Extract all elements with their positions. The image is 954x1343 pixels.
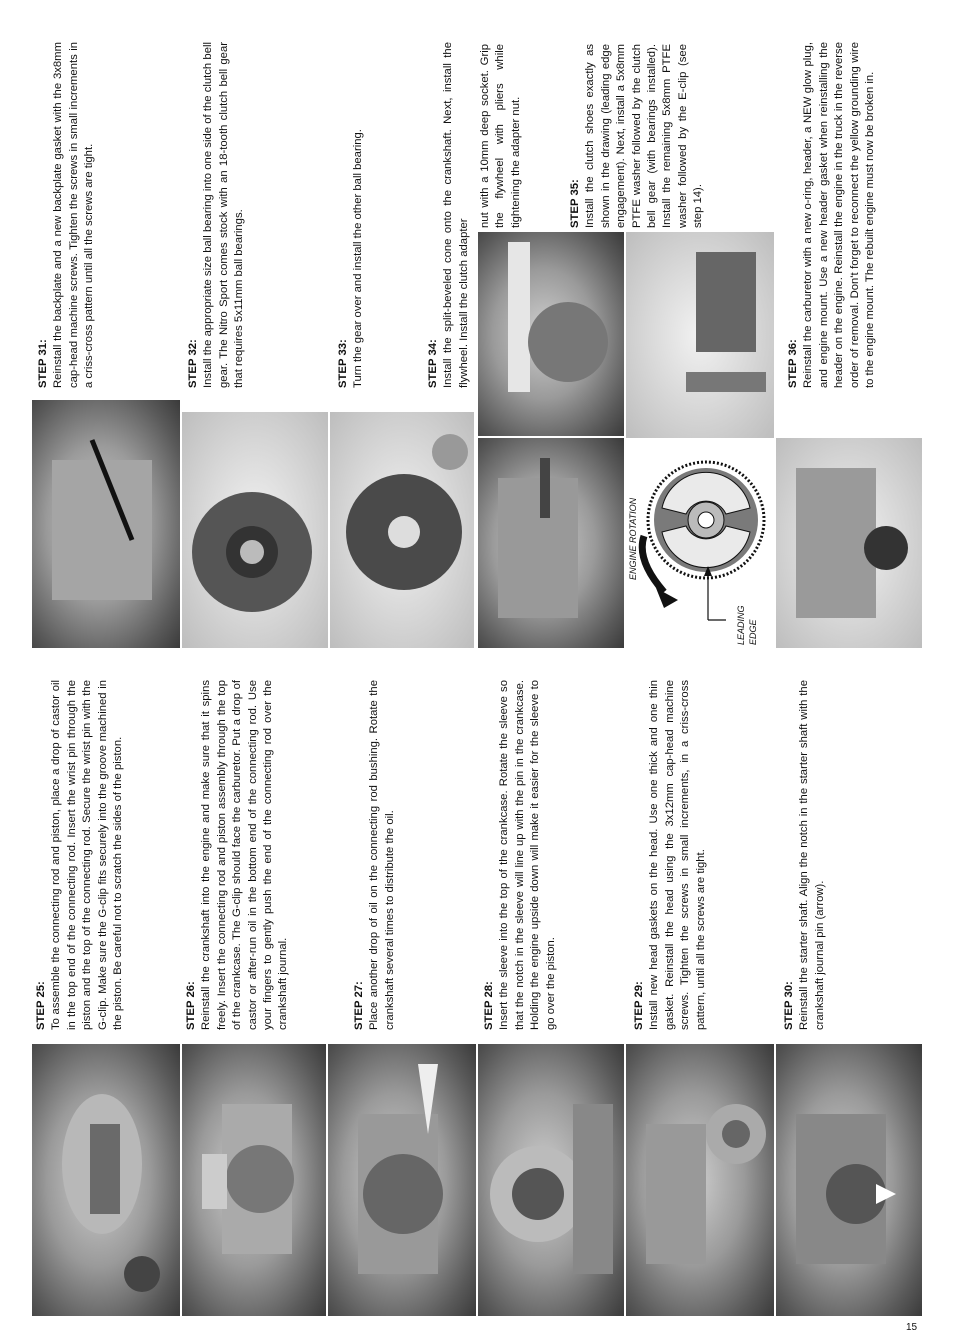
clutch-diagram — [626, 440, 774, 648]
step-30-title: STEP 30: — [783, 981, 795, 1030]
step-28-title: STEP 28: — [483, 981, 495, 1030]
photo-step-29 — [626, 1044, 774, 1316]
step-25-text — [34, 680, 174, 1030]
photo-step-36 — [776, 438, 922, 648]
step-34-text-b — [478, 44, 568, 228]
step-32-body: Install the appropriate size ball bearing into one side of the clutch bell gear. The Nitro Sport comes stock with an 18-tooth clutch bell gear that requires 5x11mm ball bearings. — [202, 42, 246, 388]
step-36-body: Reinstall the carburetor with a new o-ring, header, a NEW glow plug, and engine mount. Use a new header gasket when reinstalling the header on the engine. Reinstall the engine in the truck in the reverse order of removal. Don't forget to reconnect the yellow grounding wire to the engine mount. The rebuilt engine must now be broken in. — [802, 42, 877, 388]
photo-step-33 — [330, 412, 474, 648]
step-29-text — [632, 680, 742, 1030]
step-31-text — [36, 42, 156, 388]
step-34-text-a — [426, 42, 472, 388]
step-33-text — [336, 42, 376, 388]
step-35-title: STEP 35: — [569, 179, 581, 228]
step-25-title: STEP 25: — [35, 981, 47, 1030]
step-36-text — [786, 42, 922, 388]
step-26-body: Reinstall the crankshaft into the engine and make sure that it spins freely. Insert the connecting rod and piston assembly through the top of the crankcase. The G-clip should face the carburetor. Put a drop of castor or after-run oil in the bottom end of the connecting rod. Use your fingers to gently push the end of the connecting rod over the crankshaft journal. — [200, 680, 290, 1030]
photo-step-35 — [626, 232, 774, 438]
page-number: 15 — [906, 1322, 918, 1333]
photo-step-30 — [776, 1044, 922, 1316]
photo-step-32 — [182, 412, 328, 648]
step-28-body: Insert the sleeve into the top of the crankcase. Rotate the sleeve so that the notch in the sleeve will line up with the pin in the crankcase. Holding the engine upside down will make it easier for the sleeve to go over the piston. — [498, 680, 557, 1030]
step-30-body: Reinstall the starter shaft. Align the notch in the starter shaft with the crankshaft journal pin (arrow). — [798, 680, 826, 1030]
step-33-body: Turn the gear over and install the other ball bearing. — [352, 129, 365, 388]
step-26-text — [184, 680, 324, 1030]
step-29-body: Install new head gaskets on the head. Use one thick and one thin gasket. Reinstall the head using the 3x12mm cap-head machine screws. Tighten the screws in small increments, in a criss-cross pattern, until all the screws are tight. — [648, 680, 707, 1030]
photo-step-34b — [478, 232, 624, 436]
leading-edge-label-1: LEADING — [736, 605, 746, 645]
step-34-title: STEP 34: — [427, 339, 439, 388]
step-36-title: STEP 36: — [787, 339, 799, 388]
step-31-body: Reinstall the backplate and a new backplate gasket with the 3x8mm cap-head machine screws. Tighten the screws in small increments in a criss-cross pattern until all the screws are tight. — [52, 42, 96, 388]
step-27-text — [352, 680, 432, 1030]
photo-step-27 — [328, 1044, 476, 1316]
engine-rotation-label: ENGINE ROTATION — [628, 497, 638, 580]
photo-step-25 — [32, 1044, 180, 1316]
step-25-body: To assemble the connecting rod and piston, place a drop of castor oil in the top end of the connecting rod. Insert the wrist pin through the piston and the top of the connecting rod. Secure the wrist pin with the G-clip. Make sure the G-clip fits securely into the groove machined in the piston. Be careful not to scratch the sides of the piston. — [50, 680, 125, 1030]
step-35-body: Install the clutch shoes exactly as shown in the drawing (leading edge engagement). Next, install a 5x8mm PTFE washer followed by the clutch bell gear (with bearings installed). Install the remaining 5x8mm PTFE washer followed by the E-clip (see step 14). — [584, 44, 705, 228]
step-27-title: STEP 27: — [353, 981, 365, 1030]
leading-edge-label-2: EDGE — [748, 619, 758, 645]
photo-step-28 — [478, 1044, 624, 1316]
photo-step-34a — [478, 438, 624, 648]
step-34-body-b: nut with a 10mm deep socket. Grip the flywheel with pliers while tightening the adapter nut. — [479, 44, 522, 228]
step-34-body-a: Install the split-beveled cone onto the crankshaft. Next, install the flywheel. Install the clutch adapter — [442, 42, 470, 388]
step-26-title: STEP 26: — [185, 981, 197, 1030]
step-27-body: Place another drop of oil on the connecting rod bushing. Rotate the crankshaft several times to distribute the oil. — [368, 680, 396, 1030]
step-32-text — [186, 42, 276, 388]
step-35-text — [568, 44, 778, 228]
step-31-title: STEP 31: — [37, 339, 49, 388]
step-33-title: STEP 33: — [337, 339, 349, 388]
step-32-title: STEP 32: — [187, 339, 199, 388]
photo-step-26 — [182, 1044, 326, 1316]
step-30-text — [782, 680, 852, 1030]
photo-step-31 — [32, 400, 180, 648]
step-28-text — [482, 680, 592, 1030]
step-29-title: STEP 29: — [633, 981, 645, 1030]
